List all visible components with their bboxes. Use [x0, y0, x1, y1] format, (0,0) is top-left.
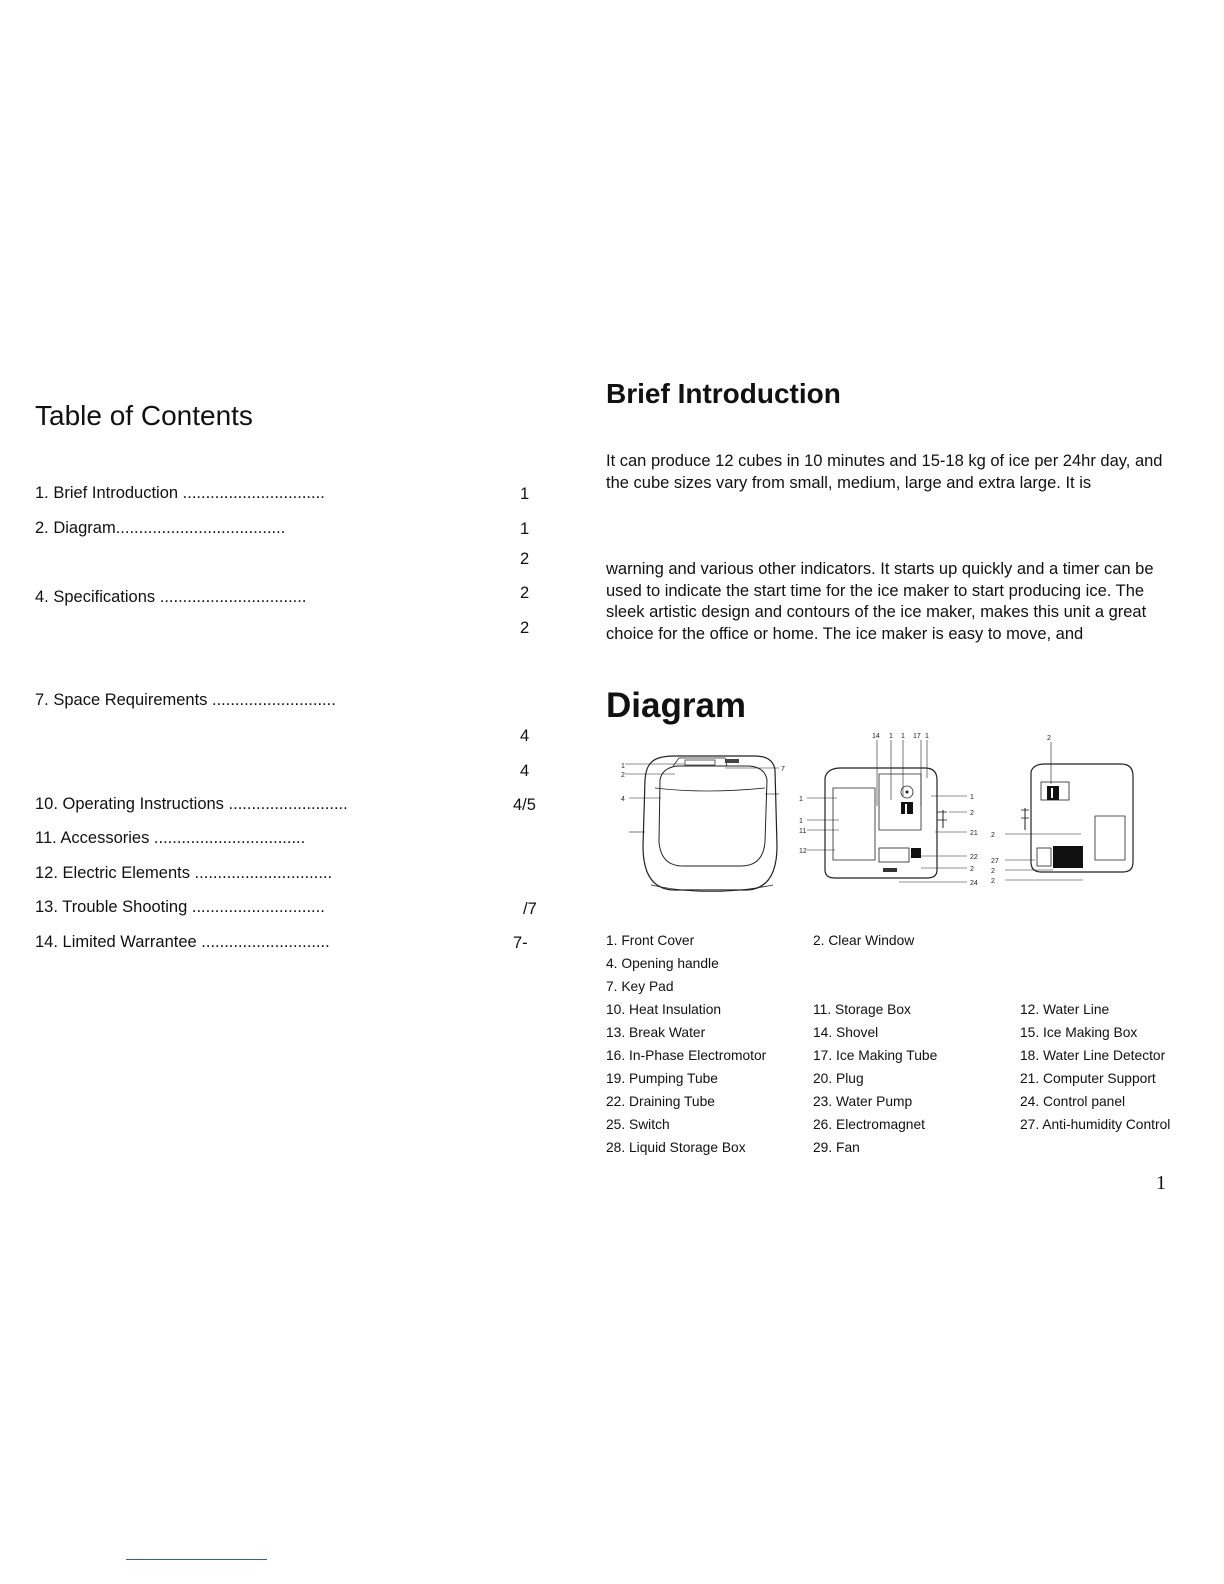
- callout-label: 7: [781, 766, 785, 773]
- callout-label: 2: [970, 810, 974, 817]
- callout-label: 21: [970, 830, 978, 837]
- callout-label: 2: [991, 878, 995, 885]
- legend-item: 25. Switch: [606, 1117, 670, 1132]
- legend-item: 10. Heat Insulation: [606, 1002, 722, 1017]
- legend-item: 12. Water Line: [1020, 1002, 1110, 1017]
- toc-entry-page: 4/5: [513, 796, 536, 814]
- toc-entry-page: 2: [520, 584, 530, 602]
- legend-item: 27. Anti-humidity Control: [1020, 1117, 1171, 1132]
- footnote-separator: [126, 1559, 267, 1560]
- callout-label: 1: [970, 794, 974, 801]
- legend-item: 2. Clear Window: [813, 933, 915, 948]
- page-number: 1: [1156, 1172, 1166, 1194]
- callout-label: 1: [889, 733, 893, 740]
- callout-label: 2: [991, 832, 995, 839]
- legend-item: 28. Liquid Storage Box: [606, 1140, 746, 1155]
- toc-entry-label: 10. Operating Instructions ..........................: [35, 795, 348, 813]
- toc-entry-label: 7. Space Requirements ...........................: [35, 691, 336, 709]
- toc-entry-page: 7-: [513, 934, 528, 952]
- legend-item: 15. Ice Making Box: [1020, 1025, 1138, 1040]
- toc-entry-page: 2: [520, 550, 530, 568]
- legend-item: 24. Control panel: [1020, 1094, 1126, 1109]
- callout-label: 1: [799, 796, 803, 803]
- legend-item: 26. Electromagnet: [813, 1117, 925, 1132]
- legend-item: 11. Storage Box: [813, 1002, 911, 1017]
- legend-item: 17. Ice Making Tube: [813, 1048, 938, 1063]
- diagram-heading: Diagram: [606, 686, 747, 725]
- toc-entry-label: 2. Diagram.....................................: [35, 519, 286, 537]
- callout-label: 11: [799, 828, 807, 835]
- callout-label: 12: [799, 848, 807, 855]
- toc-entry-page: 2: [520, 619, 530, 637]
- ice-maker-side-section-figure: [795, 730, 995, 895]
- legend-item: 13. Break Water: [606, 1025, 706, 1040]
- ice-maker-exterior-figure: [615, 750, 795, 900]
- ice-maker-rear-section-figure: [985, 730, 1145, 895]
- callout-label: 24: [970, 880, 978, 887]
- toc-entry-page: 1: [520, 485, 530, 503]
- legend-item: 14. Shovel: [813, 1025, 879, 1040]
- legend-item: 21. Computer Support: [1020, 1071, 1156, 1086]
- toc-title: Table of Contents: [35, 400, 253, 431]
- toc-entry-label: 14. Limited Warrantee ............................: [35, 933, 330, 951]
- legend-item: 16. In-Phase Electromotor: [606, 1048, 767, 1063]
- callout-label: 1: [901, 733, 905, 740]
- legend-item: 22. Draining Tube: [606, 1094, 715, 1109]
- toc-entry-label: 4. Specifications ................................: [35, 588, 307, 606]
- callout-label: 2: [970, 866, 974, 873]
- callout-label: 14: [872, 733, 880, 740]
- callout-label: 2: [991, 868, 995, 875]
- toc-entry-label: 1. Brief Introduction ...............................: [35, 484, 325, 502]
- legend-item: 23. Water Pump: [813, 1094, 913, 1109]
- legend-item: 18. Water Line Detector: [1020, 1048, 1166, 1063]
- toc-entry-page: /7: [523, 900, 537, 918]
- intro-paragraph-2: warning and various other indicators. It starts up quickly and a timer can be used to indicate the start time for the ice maker to start producing ice. The sleek artistic design and contours of the ice maker, makes this unit a great choice for the office or home. The ice maker is easy to move, and: [606, 560, 1154, 643]
- callout-label: 1: [925, 733, 929, 740]
- callout-label: 1: [621, 763, 625, 770]
- toc-entry-label: 13. Trouble Shooting .............................: [35, 898, 325, 916]
- legend-item: 7. Key Pad: [606, 979, 674, 994]
- legend-item: 1. Front Cover: [606, 933, 695, 948]
- callout-label: 2: [1047, 735, 1051, 742]
- intro-paragraph-1: It can produce 12 cubes in 10 minutes and 15-18 kg of ice per 24hr day, and the cube sizes vary from small, medium, large and extra large. It is: [606, 452, 1163, 492]
- legend-item: 4. Opening handle: [606, 956, 719, 971]
- toc-entry-page: 1: [520, 520, 530, 538]
- callout-label: 22: [970, 854, 978, 861]
- toc-entry-page: 4: [520, 727, 530, 745]
- callout-label: 4: [621, 796, 625, 803]
- callout-label: 2: [621, 772, 625, 779]
- callout-label: 17: [913, 733, 921, 740]
- toc-entry-label: 11. Accessories .................................: [35, 829, 306, 847]
- legend-item: 19. Pumping Tube: [606, 1071, 718, 1086]
- toc-entry-label: 12. Electric Elements ..............................: [35, 864, 333, 882]
- toc-entry-page: 4: [520, 762, 530, 780]
- legend-item: 29. Fan: [813, 1140, 860, 1155]
- legend-item: 20. Plug: [813, 1071, 864, 1086]
- callout-label: 27: [991, 858, 999, 865]
- callout-label: 1: [799, 818, 803, 825]
- intro-heading: Brief Introduction: [606, 378, 841, 409]
